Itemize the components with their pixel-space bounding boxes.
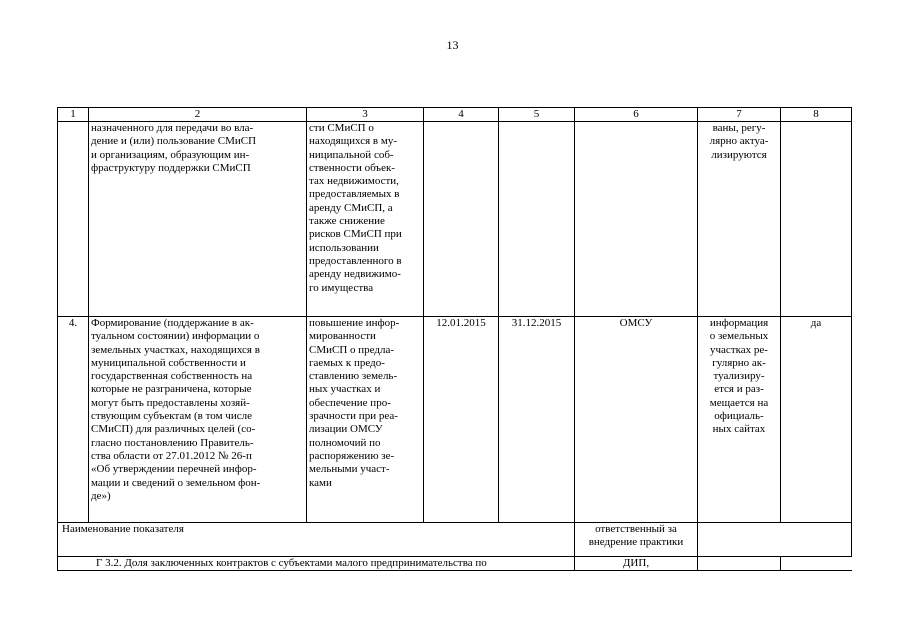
text-line: го имущества <box>309 281 374 294</box>
col-header-5: 5 <box>499 108 575 122</box>
indicator-responsible: ДИП, <box>575 557 698 571</box>
text-line: ных сайтах <box>712 423 766 436</box>
text-line: туальном состоянии) информации о <box>91 330 260 343</box>
col-header-1: 1 <box>58 108 89 122</box>
col-header-3: 3 <box>307 108 424 122</box>
text-line: официаль- <box>714 410 764 423</box>
text-line: также снижение <box>309 215 385 228</box>
text-line: мельными участ- <box>309 463 390 476</box>
text-line: ваны, регу- <box>712 122 766 134</box>
text-line: аренду СМиСП, а <box>309 201 393 214</box>
cell-indicator <box>698 122 781 317</box>
cell-mark: да <box>781 317 852 523</box>
text-line: Формирование (поддержание в ак- <box>91 317 254 329</box>
text-line: СМиСП о предла- <box>309 343 395 356</box>
text-line: могут быть предоставлены хозяй- <box>91 396 250 409</box>
indicator-row <box>58 557 852 571</box>
text-line: ных участках и <box>309 383 381 396</box>
col-header-6: 6 <box>575 108 698 122</box>
text-line: аренду недвижимо- <box>309 268 401 281</box>
text-line: ответственный за <box>595 523 677 535</box>
text-line: зрачности при реа- <box>309 410 398 423</box>
responsible-header <box>575 523 698 557</box>
text-line: ставлению земель- <box>309 370 398 383</box>
column-number-row <box>58 108 852 122</box>
text-line: гулярно ак- <box>712 356 766 369</box>
text-line: распоряжению зе- <box>309 449 395 462</box>
text-line: которые не разграничена, которые <box>91 383 252 396</box>
indicator-label: Наименование показателя <box>58 523 575 557</box>
text-line: предоставленного в <box>309 254 402 267</box>
text-line: «Об утверждении перечней инфор- <box>91 463 257 476</box>
cell-expected-result <box>307 317 424 523</box>
text-line: назначенного для передачи во вла- <box>91 122 254 134</box>
cell-responsible: ОМСУ <box>575 317 698 523</box>
text-line: лярно актуа- <box>709 135 769 148</box>
cell-start-date: 12.01.2015 <box>424 317 499 523</box>
text-line: полномочий по <box>309 436 381 449</box>
cell-end-date: 31.12.2015 <box>499 317 575 523</box>
text-line: туализиру- <box>713 370 765 383</box>
text-line: фраструктуру поддержки СМиСП <box>91 161 251 174</box>
text-line: государственная собственность на <box>91 370 253 383</box>
text-line: ства области от 27.01.2012 № 26-п <box>91 449 252 462</box>
text-line: гласно постановлению Правитель- <box>91 436 254 449</box>
cell-end-date <box>499 122 575 317</box>
cell-number: 4. <box>58 317 89 523</box>
cell-responsible <box>575 122 698 317</box>
indicator-empty-cell <box>698 523 852 557</box>
table-row-continued <box>58 122 852 317</box>
text-line: ственности объек- <box>309 161 395 174</box>
text-line: о земельных <box>709 330 769 343</box>
cell-indicator <box>698 317 781 523</box>
text-line: мещается на <box>709 396 769 409</box>
text-line: ется и раз- <box>714 383 764 396</box>
col-header-2: 2 <box>89 108 307 122</box>
page-number: 13 <box>446 38 459 52</box>
indicator-cell-7 <box>698 557 781 571</box>
text-line: обеспечение про- <box>309 396 391 409</box>
text-line: лизируются <box>711 148 767 161</box>
text-line: тах недвижимости, <box>309 175 399 188</box>
indicator-header-row <box>58 523 852 557</box>
text-line: мации и сведений о земельном фон- <box>91 476 261 489</box>
cell-measure-name <box>89 317 307 523</box>
text-line: лизации ОМСУ <box>309 423 383 436</box>
text-line: земельных участках, находящихся в <box>91 343 260 356</box>
indicator-cell-8 <box>781 557 852 571</box>
col-header-7: 7 <box>698 108 781 122</box>
text-line: ками <box>309 476 332 489</box>
col-header-4: 4 <box>424 108 499 122</box>
cell-measure-name <box>89 122 307 317</box>
text-line: муниципальной собственности и <box>91 356 246 369</box>
text-line: внедрение практики <box>588 536 684 549</box>
indicator-text: Г 3.2. Доля заключенных контрактов с субъектами малого предпринимательства по <box>58 557 575 571</box>
text-line: находящихся в му- <box>309 135 397 148</box>
text-line: и организациям, образующим ин- <box>91 148 250 161</box>
text-line: СМиСП) для различных целей (со- <box>91 423 256 436</box>
text-line: ствующим субъектам (в том числе <box>91 410 252 423</box>
col-header-8: 8 <box>781 108 852 122</box>
table-row-4 <box>58 317 852 523</box>
text-line: рисков СМиСП при <box>309 228 402 241</box>
text-line: де») <box>91 489 111 502</box>
text-line: предоставляемых в <box>309 188 400 201</box>
text-line: повышение инфор- <box>309 317 400 329</box>
cell-number <box>58 122 89 317</box>
text-line: сти СМиСП о <box>309 122 374 134</box>
text-line: использовании <box>309 241 379 254</box>
cell-start-date <box>424 122 499 317</box>
text-line: ниципальной соб- <box>309 148 394 161</box>
text-line: дение и (или) пользование СМиСП <box>91 135 257 148</box>
plan-table <box>57 107 852 571</box>
cell-expected-result <box>307 122 424 317</box>
text-line: мированности <box>309 330 376 343</box>
text-line: информация <box>709 317 769 329</box>
cell-mark <box>781 122 852 317</box>
text-line: участках ре- <box>710 343 768 356</box>
text-line: гаемых к предо- <box>309 356 385 369</box>
